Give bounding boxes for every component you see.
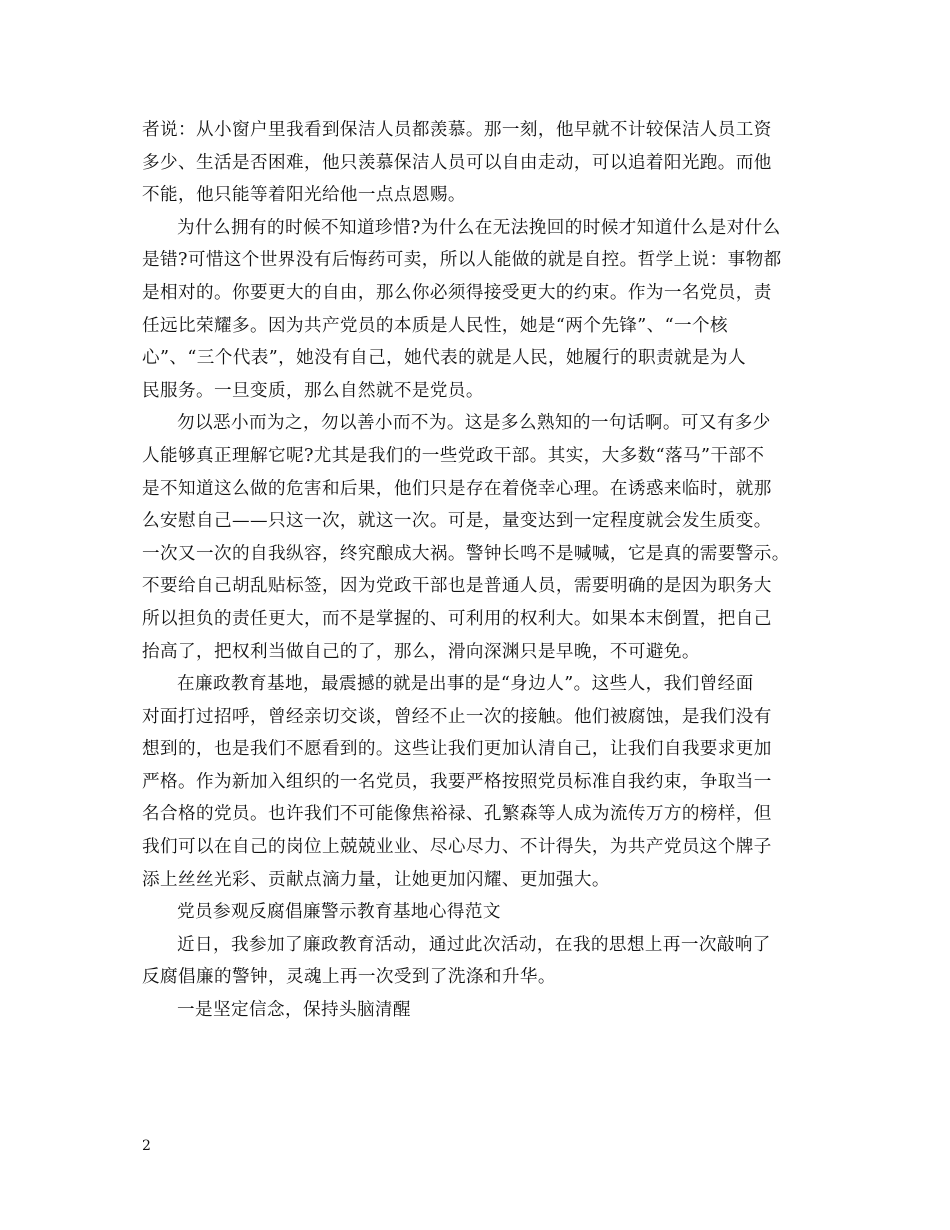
text-line: 严格。作为新加入组织的一名党员，我要严格按照党员标准自我约束，争取当一 xyxy=(142,771,772,792)
text-line: 是错?可惜这个世界没有后悔药可卖，所以人能做的就是自控。哲学上说：事物都 xyxy=(142,250,782,271)
text-line: 名合格的党员。也许我们不可能像焦裕禄、孔繁森等人成为流传万方的榜样，但 xyxy=(142,804,772,825)
text-line: 添上丝丝光彩、贡献点滴力量，让她更加闪耀、更加强大。 xyxy=(142,869,610,890)
text-line: 在廉政教育基地，最震撼的就是出事的是“身边人”。这些人，我们曾经面 xyxy=(177,674,754,695)
text-line: 是相对的。你要更大的自由，那么你必须得接受更大的约束。作为一名党员，责 xyxy=(142,282,772,303)
text-line: 想到的，也是我们不愿看到的。这些让我们更加认清自己，让我们自我要求更加 xyxy=(142,739,772,760)
text-line: 反腐倡廉的警钟，灵魂上再一次受到了洗涤和升华。 xyxy=(142,967,556,988)
document-body xyxy=(142,114,827,1027)
text-line: 么安慰自己——只这一次，就这一次。可是，量变达到一定程度就会发生质变。 xyxy=(142,511,772,532)
text-line: 所以担负的责任更大，而不是掌握的、可利用的权利大。如果本末倒置，把自己 xyxy=(142,608,772,629)
text-line: 抬高了，把权利当做自己的了，那么，滑向深渊只是早晚，不可避免。 xyxy=(142,641,700,662)
text-line: 任远比荣耀多。因为共产党员的本质是人民性，她是“两个先锋”、“一个核 xyxy=(142,315,728,336)
text-line: 党员参观反腐倡廉警示教育基地心得范文 xyxy=(177,902,501,923)
text-line: 一次又一次的自我纵容，终究酿成大祸。警钟长鸣不是喊喊，它是真的需要警示。 xyxy=(142,543,790,564)
page-number: 2 xyxy=(142,1138,151,1154)
text-line: 为什么拥有的时候不知道珍惜?为什么在无法挽回的时候才知道什么是对什么 xyxy=(177,217,781,238)
text-line: 心”、“三个代表”，她没有自己，她代表的就是人民，她履行的职责就是为人 xyxy=(142,348,746,369)
text-line: 近日，我参加了廉政教育活动，通过此次活动，在我的思想上再一次敲响了 xyxy=(177,934,771,955)
text-line: 民服务。一旦变质，那么自然就不是党员。 xyxy=(142,380,484,401)
text-line: 者说：从小窗户里我看到保洁人员都羡慕。那一刻，他早就不计较保洁人员工资 xyxy=(142,120,772,140)
text-line: 勿以恶小而为之，勿以善小而不为。这是多么熟知的一句话啊。可又有多少 xyxy=(177,413,771,434)
text-line: 人能够真正理解它呢?尤其是我们的一些党政干部。其实，大多数“落马”干部不 xyxy=(142,445,765,466)
text-line: 是不知道这么做的危害和后果，他们只是存在着侥幸心理。在诱惑来临时，就那 xyxy=(142,478,772,499)
text-line: 我们可以在自己的岗位上兢兢业业、尽心尽力、不计得失，为共产党员这个牌子 xyxy=(142,837,772,858)
text-line: 一是坚定信念，保持头脑清醒 xyxy=(177,1000,411,1021)
text-line: 不能，他只能等着阳光给他一点点恩赐。 xyxy=(142,185,466,206)
text-line: 不要给自己胡乱贴标签，因为党政干部也是普通人员，需要明确的是因为职务大 xyxy=(142,576,772,597)
text-line: 对面打过招呼，曾经亲切交谈，曾经不止一次的接触。他们被腐蚀，是我们没有 xyxy=(142,706,772,727)
text-line: 多少、生活是否困难，他只羡慕保洁人员可以自由走动，可以追着阳光跑。而他 xyxy=(142,152,772,173)
